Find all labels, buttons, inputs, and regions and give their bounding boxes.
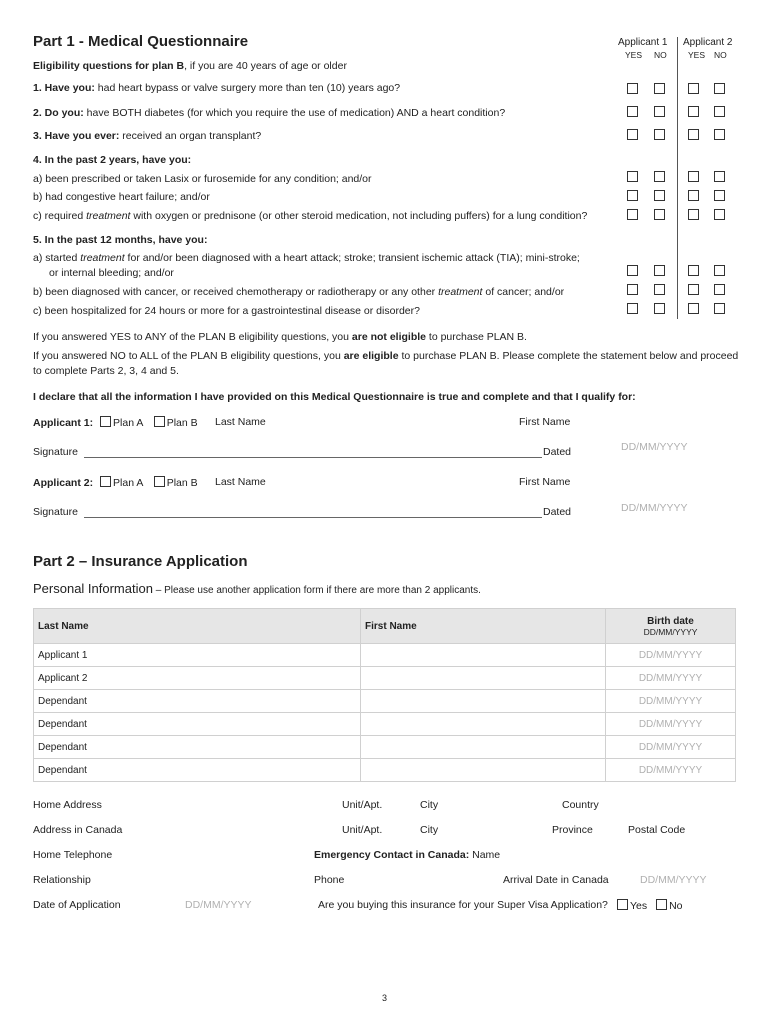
date-of-application-field[interactable]: DD/MM/YYYY <box>185 899 252 911</box>
decl-app1-first-name-field[interactable] <box>575 410 735 428</box>
table-row <box>34 713 736 736</box>
table-row <box>34 736 736 759</box>
table-row <box>34 690 736 713</box>
app1-plan-b-label: Plan B <box>166 417 198 429</box>
personal-info-heading: Personal Information – Please use another application form if there are more than 2 applicants. <box>33 581 481 596</box>
app1-yes-label: YES <box>625 50 643 60</box>
row-label[interactable]: Applicant 1 <box>34 644 361 667</box>
q3-app2-yes-checkbox[interactable] <box>688 129 699 140</box>
app1-plan-a-checkbox[interactable] <box>100 416 111 427</box>
q4a-app2-yes-checkbox[interactable] <box>688 171 699 182</box>
decl-app2-first-name-label: First Name <box>519 476 571 488</box>
decl-app2-signature-line[interactable] <box>84 517 542 518</box>
super-visa-options <box>617 899 683 913</box>
eligible-note-line2: to complete Parts 2, 3, 4 and 5. <box>33 365 179 377</box>
decl-applicant1-row <box>33 416 198 430</box>
q5a-app2-no-checkbox[interactable] <box>714 265 725 276</box>
q5a-app2-yes-checkbox[interactable] <box>688 265 699 276</box>
question-5a: a) started treatment for and/or been diagnosed with a heart attack; stroke; transient ischemic attack (TIA); mini-stroke; <box>33 252 580 264</box>
app1-plan-b-checkbox[interactable] <box>154 416 165 427</box>
row-label[interactable]: Dependant <box>34 736 361 759</box>
birth-date-cell[interactable]: DD/MM/YYYY <box>606 713 736 736</box>
first-name-cell[interactable] <box>361 759 606 782</box>
q4b-app1-no-checkbox[interactable] <box>654 190 665 201</box>
q3-app1-no-checkbox[interactable] <box>654 129 665 140</box>
arrival-date-field[interactable]: DD/MM/YYYY <box>640 874 707 886</box>
super-visa-yes-checkbox[interactable] <box>617 899 628 910</box>
q4c-app1-no-checkbox[interactable] <box>654 209 665 220</box>
question-2: 2. Do you: have BOTH diabetes (for which you require the use of medication) AND a heart condition? <box>33 107 506 119</box>
q2-app1-yes-checkbox[interactable] <box>627 106 638 117</box>
emergency-contact-label: Emergency Contact in Canada: Name <box>314 849 501 861</box>
app2-yes-label: YES <box>688 50 706 60</box>
q2-app2-no-checkbox[interactable] <box>714 106 725 117</box>
question-4b: b) had congestive heart failure; and/or <box>33 191 210 203</box>
app1-no-label: NO <box>654 50 667 60</box>
first-name-cell[interactable] <box>361 736 606 759</box>
first-name-cell[interactable] <box>361 713 606 736</box>
birth-date-cell[interactable]: DD/MM/YYYY <box>606 736 736 759</box>
home-city-label: City <box>420 799 439 811</box>
birth-date-cell[interactable]: DD/MM/YYYY <box>606 644 736 667</box>
date-of-application-label: Date of Application <box>33 899 121 911</box>
first-name-cell[interactable] <box>361 644 606 667</box>
decl-app2-first-name-field[interactable] <box>575 470 735 488</box>
question-5c: c) been hospitalized for 24 hours or more for a gastrointestinal disease or disorder? <box>33 305 420 317</box>
q1-app2-yes-checkbox[interactable] <box>688 83 699 94</box>
part1-title: Part 1 - Medical Questionnaire <box>33 33 249 50</box>
q4b-app1-yes-checkbox[interactable] <box>627 190 638 201</box>
row-label[interactable]: Dependant <box>34 713 361 736</box>
q1-app1-no-checkbox[interactable] <box>654 83 665 94</box>
question-3: 3. Have you ever: received an organ transplant? <box>33 130 262 142</box>
app1-plan-a-label: Plan A <box>113 417 143 429</box>
decl-app1-signature-label: Signature <box>33 446 78 458</box>
col-first-name: First Name <box>361 609 606 644</box>
row-label[interactable]: Dependant <box>34 759 361 782</box>
canada-unit-label: Unit/Apt. <box>342 824 383 836</box>
q4a-app1-no-checkbox[interactable] <box>654 171 665 182</box>
birth-date-cell[interactable]: DD/MM/YYYY <box>606 759 736 782</box>
question-1: 1. Have you: had heart bypass or valve surgery more than ten (10) years ago? <box>33 82 401 94</box>
decl-app2-date-field[interactable]: DD/MM/YYYY <box>621 502 688 514</box>
applicant1-header: Applicant 1 <box>618 37 668 48</box>
home-unit-label: Unit/Apt. <box>342 799 383 811</box>
question-4a: a) been prescribed or taken Lasix or furosemide for any condition; and/or <box>33 173 372 185</box>
row-label[interactable]: Dependant <box>34 690 361 713</box>
q5b-app1-no-checkbox[interactable] <box>654 284 665 295</box>
question-4c: c) required treatment with oxygen or prednisone (or other steroid medication, not including puffers) for a lung condition? <box>33 210 588 222</box>
home-telephone-label: Home Telephone <box>33 849 113 861</box>
q4c-app2-yes-checkbox[interactable] <box>688 209 699 220</box>
eligible-note: If you answered NO to ALL of the PLAN B eligibility questions, you are eligible to purchase PLAN B. Please complete the statement below and proceed <box>33 350 739 362</box>
postal-code-label: Postal Code <box>628 824 686 836</box>
table-row <box>34 759 736 782</box>
home-country-label: Country <box>562 799 599 811</box>
birth-date-cell[interactable]: DD/MM/YYYY <box>606 690 736 713</box>
app2-plan-b-checkbox[interactable] <box>154 476 165 487</box>
q2-app1-no-checkbox[interactable] <box>654 106 665 117</box>
table-row <box>34 667 736 690</box>
q5c-app2-no-checkbox[interactable] <box>714 303 725 314</box>
decl-app1-date-field[interactable]: DD/MM/YYYY <box>621 441 688 453</box>
q5b-app2-no-checkbox[interactable] <box>714 284 725 295</box>
app2-plan-a-label: Plan A <box>113 477 143 489</box>
eligibility-intro: Eligibility questions for plan B, if you are 40 years of age or older <box>33 60 347 72</box>
q4c-app2-no-checkbox[interactable] <box>714 209 725 220</box>
app2-no-label: NO <box>714 50 727 60</box>
table-row <box>34 644 736 667</box>
q5c-app1-yes-checkbox[interactable] <box>627 303 638 314</box>
col-last-name: Last Name <box>34 609 361 644</box>
decl-app1-first-name-label: First Name <box>519 416 571 428</box>
q4c-app1-yes-checkbox[interactable] <box>627 209 638 220</box>
province-label: Province <box>552 824 593 836</box>
question-4: 4. In the past 2 years, have you: <box>33 154 192 166</box>
decl-app2-last-name-field[interactable] <box>266 470 511 488</box>
first-name-cell[interactable] <box>361 667 606 690</box>
declaration: I declare that all the information I have provided on this Medical Questionnaire is true and complete and that I qualify for: <box>33 391 636 403</box>
q3-app1-yes-checkbox[interactable] <box>627 129 638 140</box>
q4b-app2-no-checkbox[interactable] <box>714 190 725 201</box>
q4a-app2-no-checkbox[interactable] <box>714 171 725 182</box>
q5a-app1-yes-checkbox[interactable] <box>627 265 638 276</box>
q5b-app1-yes-checkbox[interactable] <box>627 284 638 295</box>
part2-title: Part 2 – Insurance Application <box>33 553 248 570</box>
q2-app2-yes-checkbox[interactable] <box>688 106 699 117</box>
col-birth-date: Birth date DD/MM/YYYY <box>606 609 736 644</box>
home-address-label: Home Address <box>33 799 102 811</box>
super-visa-question: Are you buying this insurance for your Super Visa Application? <box>318 899 608 911</box>
super-visa-no-checkbox[interactable] <box>656 899 667 910</box>
question-5b: b) been diagnosed with cancer, or received chemotherapy or radiotherapy or any other treatment of cancer; and/or <box>33 286 565 298</box>
applicant2-header: Applicant 2 <box>683 37 733 48</box>
decl-app2-dated-label: Dated <box>543 506 572 518</box>
q1-app1-yes-checkbox[interactable] <box>627 83 638 94</box>
decl-app1-last-name-label: Last Name <box>215 416 266 428</box>
question-5: 5. In the past 12 months, have you: <box>33 234 208 246</box>
personal-info-table <box>33 608 736 782</box>
q5a-app1-no-checkbox[interactable] <box>654 265 665 276</box>
applicant-divider <box>677 37 678 319</box>
q5c-app1-no-checkbox[interactable] <box>654 303 665 314</box>
q1-app2-no-checkbox[interactable] <box>714 83 725 94</box>
decl-applicant1-label: Applicant 1: <box>33 417 94 429</box>
q4a-app1-yes-checkbox[interactable] <box>627 171 638 182</box>
q4b-app2-yes-checkbox[interactable] <box>688 190 699 201</box>
decl-app2-signature-label: Signature <box>33 506 78 518</box>
decl-app1-last-name-field[interactable] <box>266 410 511 428</box>
decl-applicant2-label: Applicant 2: <box>33 477 94 489</box>
arrival-date-label: Arrival Date in Canada <box>503 874 609 886</box>
question-5a-line2: or internal bleeding; and/or <box>49 267 174 279</box>
relationship-label: Relationship <box>33 874 91 886</box>
canada-city-label: City <box>420 824 439 836</box>
q3-app2-no-checkbox[interactable] <box>714 129 725 140</box>
super-visa-no-label: No <box>669 900 683 912</box>
q5b-app2-yes-checkbox[interactable] <box>688 284 699 295</box>
super-visa-yes-label: Yes <box>630 900 648 912</box>
row-label[interactable]: Applicant 2 <box>34 667 361 690</box>
birth-date-cell[interactable]: DD/MM/YYYY <box>606 667 736 690</box>
page-number: 3 <box>382 993 388 1003</box>
address-canada-label: Address in Canada <box>33 824 123 836</box>
decl-app1-dated-label: Dated <box>543 446 572 458</box>
decl-applicant2-row <box>33 476 198 490</box>
q5c-app2-yes-checkbox[interactable] <box>688 303 699 314</box>
app2-plan-b-label: Plan B <box>166 477 198 489</box>
decl-app2-last-name-label: Last Name <box>215 476 266 488</box>
first-name-cell[interactable] <box>361 690 606 713</box>
not-eligible-note: If you answered YES to ANY of the PLAN B eligibility questions, you are not eligible to purchase PLAN B. <box>33 331 527 343</box>
phone-label: Phone <box>314 874 345 886</box>
decl-app1-signature-line[interactable] <box>84 457 542 458</box>
app2-plan-a-checkbox[interactable] <box>100 476 111 487</box>
